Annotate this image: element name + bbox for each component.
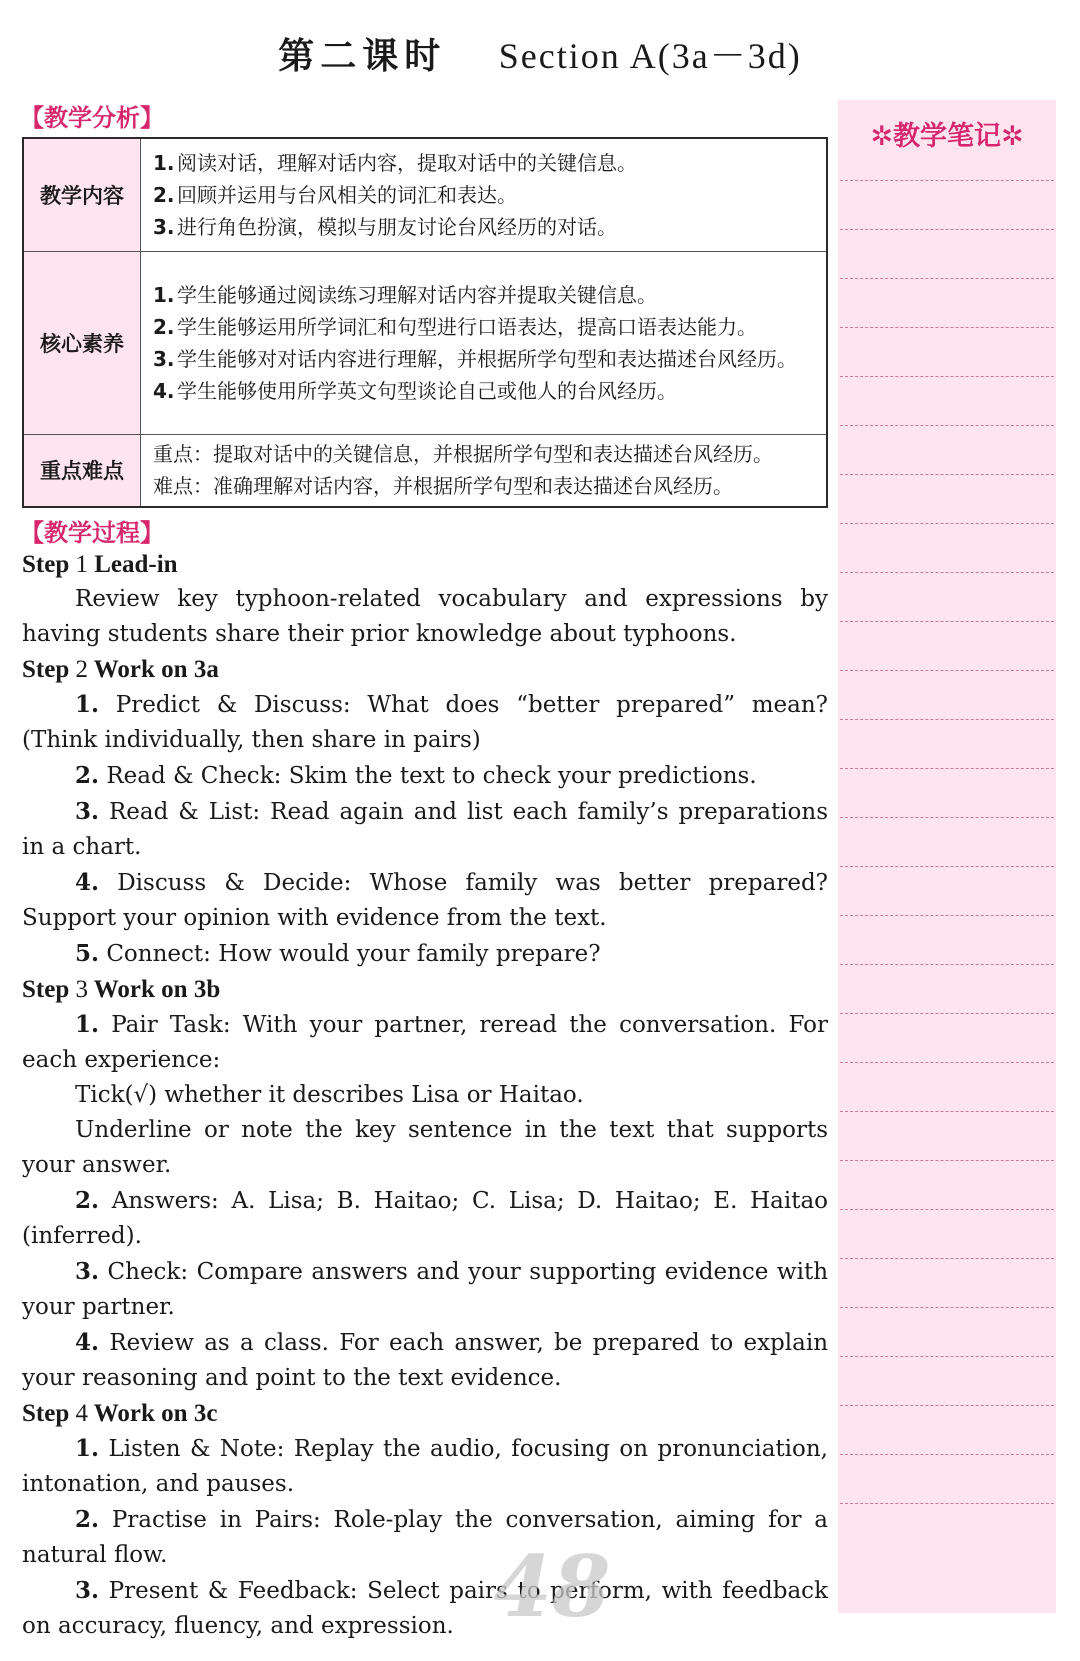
note-line bbox=[840, 1405, 1054, 1406]
paragraph-number: 1. bbox=[75, 691, 100, 718]
item-number: 1. bbox=[153, 283, 175, 307]
section-heading-analysis: 【教学分析】 bbox=[20, 104, 164, 132]
note-line bbox=[840, 719, 1054, 720]
paragraph-text: Predict & Discuss: What does “better prepared” mean? (Think individually, then share in pairs) bbox=[22, 692, 828, 753]
paragraph-text: Review key typhoon-related vocabulary and expressions by having students share their prior knowledge about typhoons. bbox=[22, 586, 828, 647]
note-line bbox=[840, 376, 1054, 377]
step-heading bbox=[22, 1396, 828, 1431]
note-line bbox=[840, 474, 1054, 475]
step-label: Step bbox=[22, 1400, 70, 1427]
step-title: Work on 3b bbox=[93, 976, 221, 1003]
paragraph-number: 4. bbox=[75, 869, 100, 896]
step-subparagraph bbox=[22, 1078, 828, 1113]
list-item bbox=[153, 179, 816, 211]
item-text: 进行角色扮演，模拟与朋友讨论台风经历的对话。 bbox=[177, 215, 617, 239]
item-text: 回顾并运用与台风相关的词汇和表达。 bbox=[177, 183, 517, 207]
step-label: Step bbox=[22, 976, 70, 1003]
paragraph-text: Pair Task: With your partner, reread the conversation. For each experience: bbox=[22, 1012, 828, 1073]
step-number: 4 bbox=[75, 1400, 88, 1427]
step-number: 3 bbox=[75, 976, 88, 1003]
step-paragraph bbox=[22, 582, 828, 652]
note-line bbox=[840, 1356, 1054, 1357]
item-number: 4. bbox=[153, 379, 175, 403]
note-line bbox=[840, 915, 1054, 916]
item-text: 学生能够运用所学词汇和句型进行口语表达，提高口语表达能力。 bbox=[177, 315, 757, 339]
step-paragraph bbox=[22, 1502, 828, 1573]
paragraph-number: 5. bbox=[75, 940, 100, 967]
step-paragraph bbox=[22, 936, 828, 972]
paragraph-number: 4. bbox=[75, 1329, 100, 1356]
item-text: 阅读对话，理解对话内容，提取对话中的关键信息。 bbox=[177, 151, 637, 175]
note-line bbox=[840, 523, 1054, 524]
row-content bbox=[141, 252, 828, 435]
note-line bbox=[840, 1111, 1054, 1112]
paragraph-text: Review as a class. For each answer, be prepared to explain your reasoning and point to the text evidence. bbox=[22, 1330, 829, 1391]
paragraph-text: Tick(√) whether it describes Lisa or Haitao. bbox=[75, 1082, 584, 1108]
key-point-text: 重点：提取对话中的关键信息，并根据所学句型和表达描述台风经历。 bbox=[153, 442, 773, 467]
item-number: 2. bbox=[153, 183, 175, 207]
step-heading bbox=[22, 652, 828, 687]
step-paragraph bbox=[22, 1573, 828, 1644]
step-paragraph bbox=[22, 794, 828, 865]
step-title: Lead-in bbox=[94, 551, 178, 578]
paragraph-text: Read & List: Read again and list each family’s preparations in a chart. bbox=[22, 799, 829, 860]
teaching-notes-panel bbox=[838, 100, 1056, 1613]
list-item bbox=[153, 343, 816, 375]
table-row bbox=[23, 435, 827, 507]
step-subparagraph bbox=[22, 1113, 828, 1183]
row-content bbox=[141, 435, 828, 507]
list-item bbox=[153, 211, 816, 243]
step-label: Step bbox=[22, 551, 70, 578]
note-line bbox=[840, 964, 1054, 965]
note-line bbox=[840, 572, 1054, 573]
note-line bbox=[840, 327, 1054, 328]
step-label: Step bbox=[22, 656, 70, 683]
paragraph-text: Discuss & Decide: Whose family was better prepared? Support your opinion with evidence from the text. bbox=[22, 870, 828, 931]
note-line bbox=[840, 229, 1054, 230]
item-text: 学生能够对对话内容进行理解，并根据所学句型和表达描述台风经历。 bbox=[177, 347, 797, 371]
paragraph-number: 2. bbox=[75, 762, 100, 789]
note-line bbox=[840, 1454, 1054, 1455]
paragraph-text: Check: Compare answers and your supporting evidence with your partner. bbox=[22, 1259, 829, 1320]
difficult-point-text: 难点：准确理解对话内容，并根据所学句型和表达描述台风经历。 bbox=[153, 474, 733, 499]
item-number: 3. bbox=[153, 347, 175, 371]
step-heading bbox=[22, 972, 828, 1007]
paragraph-text: Connect: How would your family prepare? bbox=[106, 941, 601, 967]
paragraph-text: Underline or note the key sentence in the text that supports your answer. bbox=[22, 1117, 828, 1178]
notes-title: ✲教学笔记✲ bbox=[870, 121, 1024, 152]
step-paragraph bbox=[22, 1254, 828, 1325]
paragraph-number: 2. bbox=[75, 1506, 100, 1533]
step-paragraph bbox=[22, 865, 828, 936]
step-paragraph bbox=[22, 687, 828, 758]
step-heading bbox=[22, 547, 828, 582]
step-title: Work on 3c bbox=[93, 1400, 218, 1427]
step-paragraph bbox=[22, 1183, 828, 1254]
note-line bbox=[840, 1503, 1054, 1504]
list-item bbox=[153, 279, 816, 311]
page-number: 48 bbox=[493, 1537, 611, 1636]
paragraph-text: Practise in Pairs: Role-play the conversation, aiming for a natural flow. bbox=[22, 1507, 828, 1568]
item-number: 3. bbox=[153, 215, 175, 239]
page-title bbox=[0, 28, 1080, 79]
paragraph-text: Answers: A. Lisa; B. Haitao; C. Lisa; D. Haitao; E. Haitao (inferred). bbox=[22, 1188, 829, 1249]
step-paragraph bbox=[22, 758, 828, 794]
item-text: 学生能够使用所学英文句型谈论自己或他人的台风经历。 bbox=[177, 379, 677, 403]
paragraph-number: 3. bbox=[75, 798, 100, 825]
step-title: Work on 3a bbox=[93, 656, 219, 683]
list-item bbox=[153, 147, 816, 179]
note-line bbox=[840, 1258, 1054, 1259]
paragraph-text: Present & Feedback: Select pairs to perform, with feedback on accuracy, fluency, and expression. bbox=[22, 1578, 829, 1639]
section-heading-process: 【教学过程】 bbox=[20, 519, 164, 547]
paragraph-number: 3. bbox=[75, 1577, 100, 1604]
note-line bbox=[840, 768, 1054, 769]
paragraph-number: 3. bbox=[75, 1258, 100, 1285]
note-line bbox=[840, 278, 1054, 279]
row-label: 教学内容 bbox=[23, 138, 141, 252]
note-line bbox=[840, 1062, 1054, 1063]
note-line bbox=[840, 180, 1054, 181]
paragraph-number: 1. bbox=[75, 1435, 100, 1462]
step-paragraph bbox=[22, 1325, 828, 1396]
paragraph-text: Read & Check: Skim the text to check your predictions. bbox=[106, 763, 757, 789]
step-number: 1 bbox=[75, 551, 88, 578]
analysis-table bbox=[22, 137, 828, 508]
row-content bbox=[141, 138, 828, 252]
list-item bbox=[153, 311, 816, 343]
note-line bbox=[840, 425, 1054, 426]
note-line bbox=[840, 621, 1054, 622]
step-paragraph bbox=[22, 1007, 828, 1078]
note-line bbox=[840, 670, 1054, 671]
paragraph-number: 2. bbox=[75, 1187, 100, 1214]
list-item bbox=[153, 375, 816, 407]
note-line bbox=[840, 1209, 1054, 1210]
teaching-steps bbox=[22, 547, 828, 1644]
note-line bbox=[840, 866, 1054, 867]
paragraph-text: Listen & Note: Replay the audio, focusing on pronunciation, intonation, and pauses. bbox=[22, 1436, 828, 1497]
row-label: 核心素养 bbox=[23, 252, 141, 435]
note-line bbox=[840, 817, 1054, 818]
note-line bbox=[840, 1013, 1054, 1014]
lesson-title-cn: 第二课时 bbox=[278, 36, 447, 77]
step-paragraph bbox=[22, 1431, 828, 1502]
table-row bbox=[23, 252, 827, 435]
note-line bbox=[840, 1307, 1054, 1308]
note-line bbox=[840, 1160, 1054, 1161]
item-number: 1. bbox=[153, 151, 175, 175]
table-row bbox=[23, 138, 827, 252]
item-number: 2. bbox=[153, 315, 175, 339]
step-number: 2 bbox=[75, 656, 88, 683]
row-label: 重点难点 bbox=[23, 435, 141, 507]
paragraph-number: 1. bbox=[75, 1011, 100, 1038]
item-text: 学生能够通过阅读练习理解对话内容并提取关键信息。 bbox=[177, 283, 657, 307]
lesson-title-en: Section A(3a－3d) bbox=[498, 36, 802, 76]
